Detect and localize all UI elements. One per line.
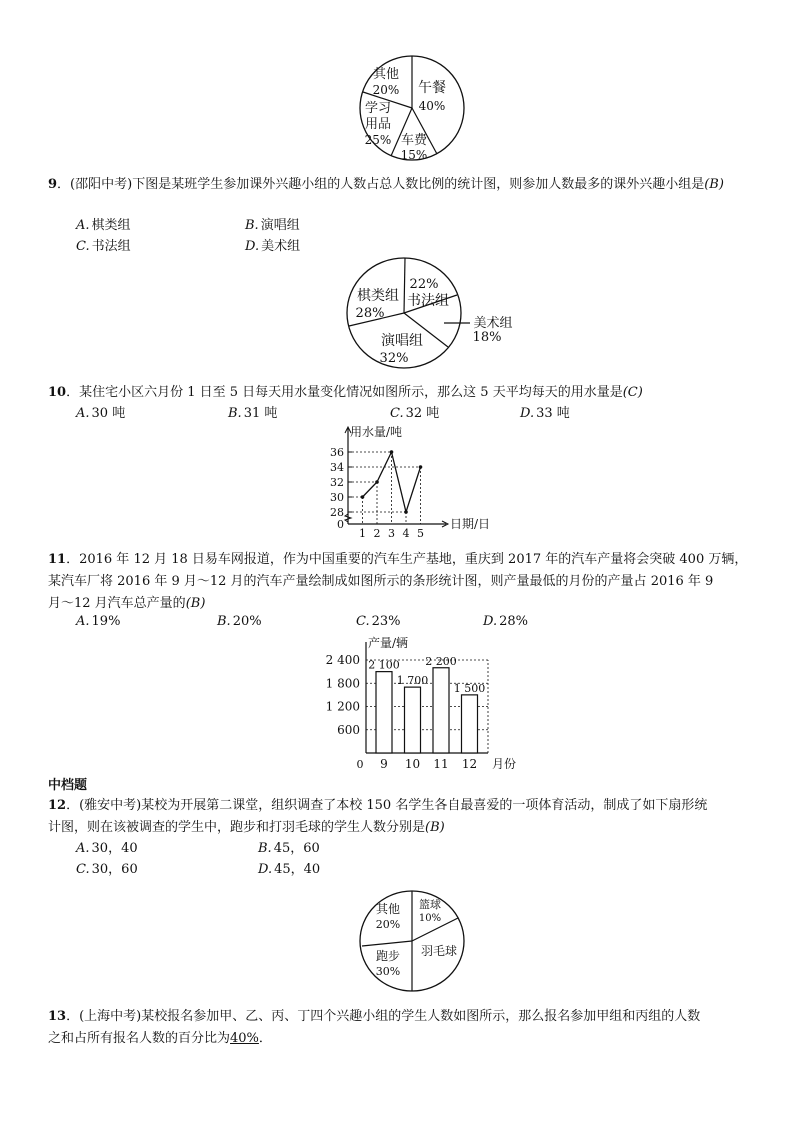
pie-label: 15% bbox=[400, 148, 428, 162]
question-text: ．某住宅小区六月份 1 日至 5 日每天用水量变化情况如图所示，那么这 5 天平均每天的用水量是 bbox=[66, 385, 623, 400]
x-tick-label: 0 bbox=[356, 758, 364, 771]
y-tick-label: 1 800 bbox=[325, 676, 360, 691]
bar bbox=[405, 687, 421, 753]
y-tick-label: 28 bbox=[330, 506, 344, 519]
y-tick-label: 34 bbox=[330, 461, 344, 474]
option-d: D. 33 吨 bbox=[520, 406, 570, 421]
section-heading: 中档题 bbox=[48, 778, 88, 793]
question-text: ．(邵阳中考)下图是某班学生参加课外兴趣小组的人数占总人数比例的统计图，则参加人数最多的课外兴趣小组是 bbox=[57, 177, 705, 192]
question-13: 13．(上海中考)某校报名参加甲、乙、丙、丁四个兴趣小组的学生人数如图所示，那么报名参加甲组和丙组的人数 之和占所有报名人数的百分比为40%． bbox=[48, 1009, 701, 1046]
bar bbox=[433, 668, 449, 753]
option-a: A. 30 吨 bbox=[76, 406, 126, 421]
pie-label: 午餐 bbox=[418, 80, 446, 96]
pie-chart-expenses bbox=[354, 52, 470, 164]
pie-label: 用品 bbox=[364, 117, 392, 132]
answer: (B) bbox=[185, 596, 206, 611]
data-point bbox=[361, 495, 365, 499]
y-tick-label: 32 bbox=[330, 476, 344, 489]
x-tick-label: 4 bbox=[402, 527, 410, 540]
y-tick-label: 1 200 bbox=[325, 699, 360, 714]
y-axis-label: 产量/辆 bbox=[368, 636, 409, 650]
pie-label: 美术组 bbox=[473, 316, 513, 331]
pie-label: 羽毛球 bbox=[420, 944, 458, 958]
option-a: A. 19% bbox=[76, 614, 121, 629]
x-tick-label: 12 bbox=[461, 757, 478, 771]
x-axis-label: 日期/日 bbox=[450, 517, 491, 531]
question-text: 之和占所有报名人数的百分比为 bbox=[48, 1031, 231, 1046]
bar bbox=[462, 695, 478, 753]
question-11 bbox=[48, 549, 753, 615]
question-9 bbox=[48, 174, 753, 196]
x-tick-label: 11 bbox=[433, 757, 449, 771]
option-c: C. 23% bbox=[356, 614, 401, 629]
pie-label: 车费 bbox=[400, 133, 428, 148]
option-a: A. 30，40 bbox=[76, 841, 138, 856]
question-number: 10 bbox=[48, 385, 67, 400]
option-d: D. 45，40 bbox=[258, 862, 321, 877]
option-c: C. 30，60 bbox=[76, 862, 138, 877]
data-label: 1 700 bbox=[396, 674, 429, 688]
option-b: B. 45，60 bbox=[258, 841, 320, 856]
x-tick-label: 5 bbox=[417, 527, 424, 540]
pie-chart-interest-groups bbox=[340, 255, 525, 373]
data-point bbox=[390, 450, 394, 454]
data-label: 2 100 bbox=[368, 658, 400, 672]
question-text: ．(雅安中考)某校为开展第二课堂，组织调查了本校 150 名学生各自最喜爱的一项体育活动，制成了如下扇形统 bbox=[66, 798, 708, 813]
answer: (B) bbox=[425, 820, 445, 835]
pie-label: 学习 bbox=[364, 101, 392, 116]
answer: (C) bbox=[622, 385, 643, 400]
pie-label: 25% bbox=[364, 133, 392, 147]
pie-label: 30% bbox=[375, 965, 401, 978]
line-chart-water-usage bbox=[318, 424, 508, 546]
option-d: D. 28% bbox=[483, 614, 528, 629]
data-point bbox=[419, 465, 423, 469]
x-tick-label: 2 bbox=[373, 527, 381, 540]
question-number: 11 bbox=[48, 552, 67, 567]
x-tick-label: 9 bbox=[380, 757, 388, 771]
pie-label: 书法组 bbox=[407, 293, 449, 309]
option-b: B. 31 吨 bbox=[228, 406, 278, 421]
option-c: C. 书法组 bbox=[76, 239, 131, 254]
pie-label: 22% bbox=[409, 277, 439, 292]
pie-label: 10% bbox=[418, 913, 442, 924]
question-number: 13 bbox=[48, 1009, 67, 1024]
y-axis-label: 用水量/吨 bbox=[350, 425, 403, 439]
question-text: 某汽车厂将 2016 年 9 月～12 月的汽车产量绘制成如图所示的条形统计图，则产量最低的月份的产量占 2016 年 9 bbox=[48, 574, 714, 589]
question-text: ．(上海中考)某校报名参加甲、乙、丙、丁四个兴趣小组的学生人数如图所示，那么报名参加甲组和丙组的人数 bbox=[66, 1009, 701, 1024]
x-tick-label: 1 bbox=[359, 527, 366, 540]
data-point bbox=[375, 480, 379, 484]
x-tick-label: 3 bbox=[388, 527, 395, 540]
pie-label: 其他 bbox=[375, 902, 401, 916]
pie-label: 28% bbox=[355, 306, 385, 321]
pie-label: 篮球 bbox=[419, 898, 441, 911]
answer: 40% bbox=[230, 1031, 259, 1046]
pie-label: 32% bbox=[379, 351, 409, 366]
option-b: B. 20% bbox=[217, 614, 262, 629]
x-tick-label: 10 bbox=[404, 757, 421, 771]
question-number: 9 bbox=[48, 177, 58, 192]
question-text: 月～12 月汽车总产量的 bbox=[48, 596, 186, 611]
option-b: B. 演唱组 bbox=[245, 218, 300, 233]
pie-label: 演唱组 bbox=[381, 333, 423, 349]
option-a: A. 棋类组 bbox=[76, 218, 131, 233]
x-axis-label: 月份 bbox=[492, 757, 517, 771]
bar bbox=[376, 672, 392, 753]
answer: (B) bbox=[704, 177, 724, 192]
y-tick-label: 30 bbox=[330, 491, 344, 504]
question-text: 计图，则在该被调查的学生中，跑步和打羽毛球的学生人数分别是 bbox=[48, 820, 426, 835]
pie-label: 40% bbox=[418, 99, 446, 113]
option-c: C. 32 吨 bbox=[390, 406, 440, 421]
data-label: 2 200 bbox=[425, 654, 457, 668]
option-d: D. 美术组 bbox=[245, 239, 301, 254]
pie-label: 棋类组 bbox=[357, 288, 399, 304]
question-10 bbox=[48, 382, 753, 404]
pie-label: 18% bbox=[472, 330, 502, 345]
y-tick-label: 600 bbox=[337, 722, 360, 737]
pie-label: 其他 bbox=[372, 67, 400, 82]
pie-chart-sports bbox=[355, 888, 469, 994]
y-tick-label: 0 bbox=[337, 518, 344, 531]
data-label: 1 500 bbox=[453, 681, 486, 695]
bar-chart-car-production bbox=[322, 632, 528, 774]
y-tick-label: 2 400 bbox=[325, 653, 360, 667]
pie-label: 20% bbox=[372, 83, 400, 97]
question-number: 12 bbox=[48, 798, 67, 813]
question-12 bbox=[48, 795, 753, 839]
question-text: ．2016 年 12 月 18 日易车网报道，作为中国重要的汽车生产基地，重庆到 2017 年的汽车产量将会突破 400 万辆， bbox=[66, 552, 748, 567]
pie-label: 跑步 bbox=[375, 949, 401, 963]
pie-label: 20% bbox=[375, 918, 401, 931]
y-tick-label: 36 bbox=[330, 446, 344, 459]
data-point bbox=[404, 510, 408, 514]
